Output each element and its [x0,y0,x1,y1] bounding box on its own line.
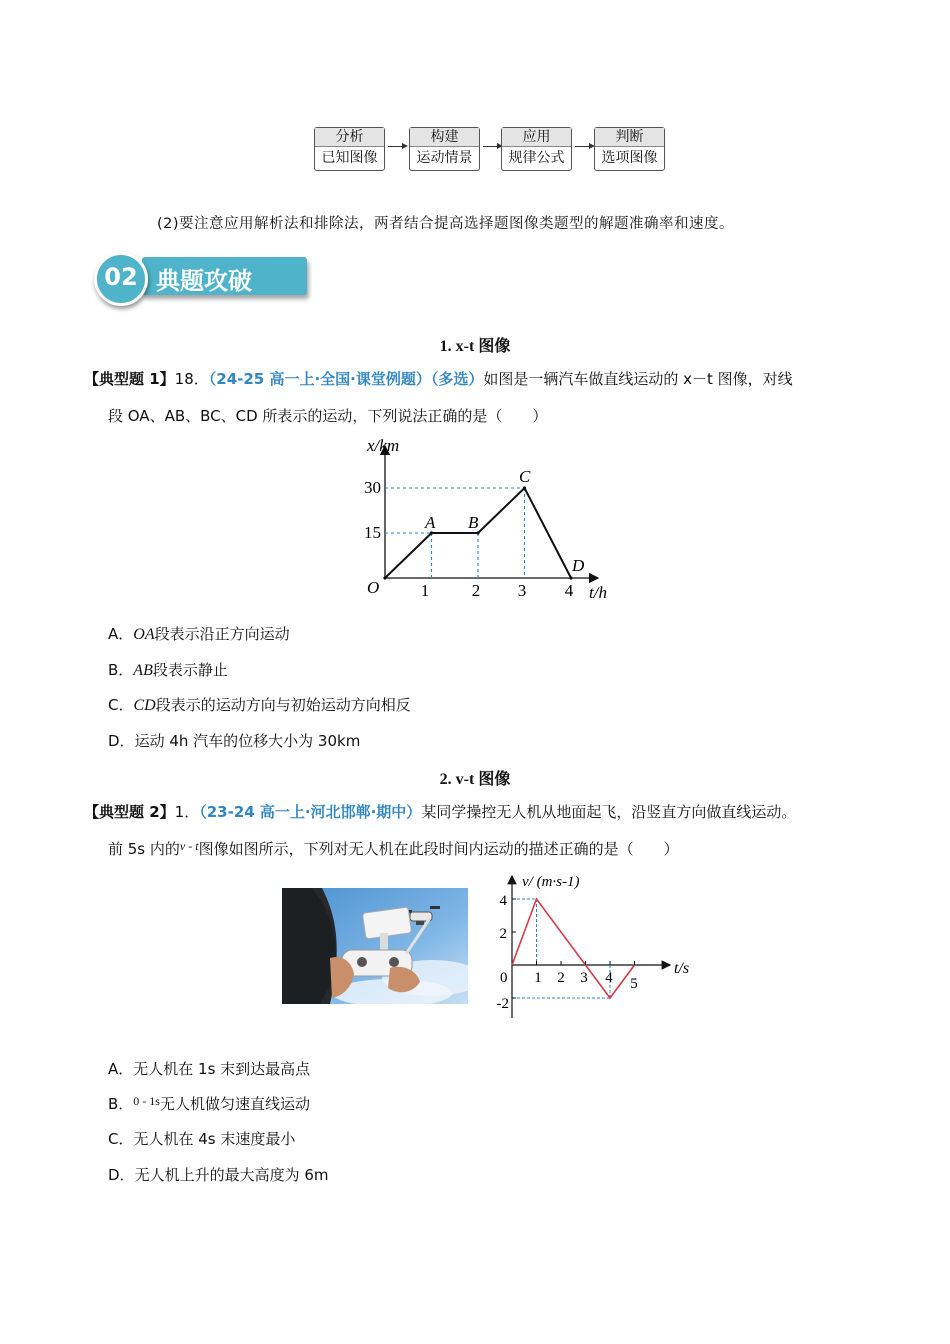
xt-ytick-30: 30 [364,478,381,497]
section-title-xt: 1. x-t 图像 [439,338,511,355]
banner-number: 02 [104,263,138,291]
flow-arrow [575,146,593,147]
vt-tick-3: 3 [580,970,588,986]
flow-step-bottom: 选项图像 [601,150,658,166]
flow-step-bottom: 规律公式 [508,150,565,166]
option-text: 无人机做匀速直线运动 [159,1095,310,1113]
xt-tick-1: 1 [420,581,430,600]
q1-option-c[interactable] [108,694,411,715]
flow-diagram [314,127,674,171]
q1-option-a[interactable] [108,623,290,644]
question-stem: 如图是一辆汽车做直线运动的 x－t 图像，对线 [483,370,793,388]
flow-step-top: 分析 [315,128,384,147]
method-note: (2)要注意应用解析法和排除法，两者结合提高选择题图像类题型的解题准确率和速度。 [157,216,735,232]
flow-step-top: 判断 [595,128,664,147]
xt-origin: O [367,578,380,597]
vt-ytick-2: 2 [499,926,507,942]
vt-tick-4: 4 [605,970,613,986]
option-text: 段表示静止 [152,661,228,679]
question-tag: 【典型题 1】 [84,370,175,388]
flow-step-bottom: 已知图像 [321,150,378,166]
vt-tick-2: 2 [557,970,565,986]
banner-circle [94,252,148,306]
xt-tick-3: 3 [517,581,527,600]
xt-point-label-d: D [572,556,585,575]
option-text: 无人机上升的最大高度为 6m [134,1166,329,1184]
question-stem: 前 5s 内的 [108,840,180,858]
xt-tick-2: 2 [471,581,481,600]
question-2-line-1 [84,801,796,822]
section-banner [92,252,317,306]
option-text: 段表示沿正方向运动 [154,625,290,643]
drone-photo-illustration [282,888,468,1004]
xt-point-label-a: A [425,513,436,532]
option-letter: C． [108,696,134,714]
xt-point-label-c: C [519,467,531,486]
option-letter: C． [108,1130,134,1148]
q2-option-b[interactable] [108,1093,310,1114]
drone-photo [282,888,468,1004]
flow-step-judge [594,127,665,171]
xt-point-4 [569,576,572,579]
flow-arrow [388,146,406,147]
vt-series-line [512,899,635,998]
option-letter: A． [108,1060,134,1078]
question-stem: 某同学操控无人机从地面起飞，沿竖直方向做直线运动。 [421,803,797,821]
vt-tick-1: 1 [534,970,542,986]
question-stem-math: v - t [179,839,199,853]
vt-ytick-4: 4 [499,893,507,909]
q1-option-d[interactable] [108,730,360,751]
flow-step-top: 应用 [502,128,571,147]
question-1-line-2: 段 OA、AB、BC、CD 所表示的运动，下列说法正确的是（ ） [108,407,548,425]
vt-tick-5: 5 [630,976,638,992]
xt-chart [355,432,615,607]
question-2-line-2 [108,838,679,859]
question-stem: 图像如图所示，下列对无人机在此段时间内运动的描述正确的是（ ） [198,840,679,858]
vt-y-label: v/ (m·s-1) [522,874,580,890]
flow-step-apply [501,127,572,171]
option-letter: B． [108,661,134,679]
option-letter: B． [108,1095,134,1113]
xt-point-label-b: B [468,513,479,532]
xt-tick-4: 4 [564,581,574,600]
xt-point-3 [523,486,526,489]
flow-step-bottom: 运动情景 [416,150,473,166]
question-multi: （多选） [430,370,484,388]
flow-step-top: 构建 [410,128,479,147]
vt-origin: 0 [500,970,508,986]
option-letter: D． [108,732,135,750]
xt-y-label: x/km [367,436,400,455]
q2-option-c[interactable] [108,1128,295,1149]
banner-bar [142,257,307,295]
flow-step-build [409,127,480,171]
option-text: 无人机在 1s 末到达最高点 [133,1060,311,1078]
question-source: （23-24 高一上·河北邯郸·期中） [199,803,422,821]
xt-point-0 [383,576,386,579]
question-1-line-1 [84,368,793,389]
option-math: AB [133,662,153,679]
option-math: 0 - 1s [133,1094,160,1108]
option-letter: A． [108,625,134,643]
option-letter: D． [108,1166,135,1184]
option-math: OA [133,626,155,643]
question-tag: 【典型题 2】 [84,803,175,821]
xt-ytick-15: 15 [364,523,381,542]
flow-step-analyze [314,127,385,171]
q1-option-b[interactable] [108,659,228,680]
question-source: （24-25 高一上·全国·课堂例题） [208,370,431,388]
vt-ytick-neg2: -2 [496,996,509,1012]
question-number: 1． [174,803,200,821]
q2-option-a[interactable] [108,1058,310,1079]
section-title-vt: 2. v-t 图像 [439,771,511,788]
question-number: 18． [174,370,209,388]
xt-x-label: t/h [589,583,607,602]
banner-title: 典题攻破 [156,267,252,295]
vt-chart [492,868,702,1024]
option-text: 无人机在 4s 末速度最小 [133,1130,296,1148]
option-math: CD [133,697,156,714]
flow-arrow [483,146,501,147]
vt-x-label: t/s [674,960,690,977]
option-text: 段表示的运动方向与初始运动方向相反 [155,696,411,714]
q2-option-d[interactable] [108,1164,329,1185]
option-text: 运动 4h 汽车的位移大小为 30km [134,732,361,750]
